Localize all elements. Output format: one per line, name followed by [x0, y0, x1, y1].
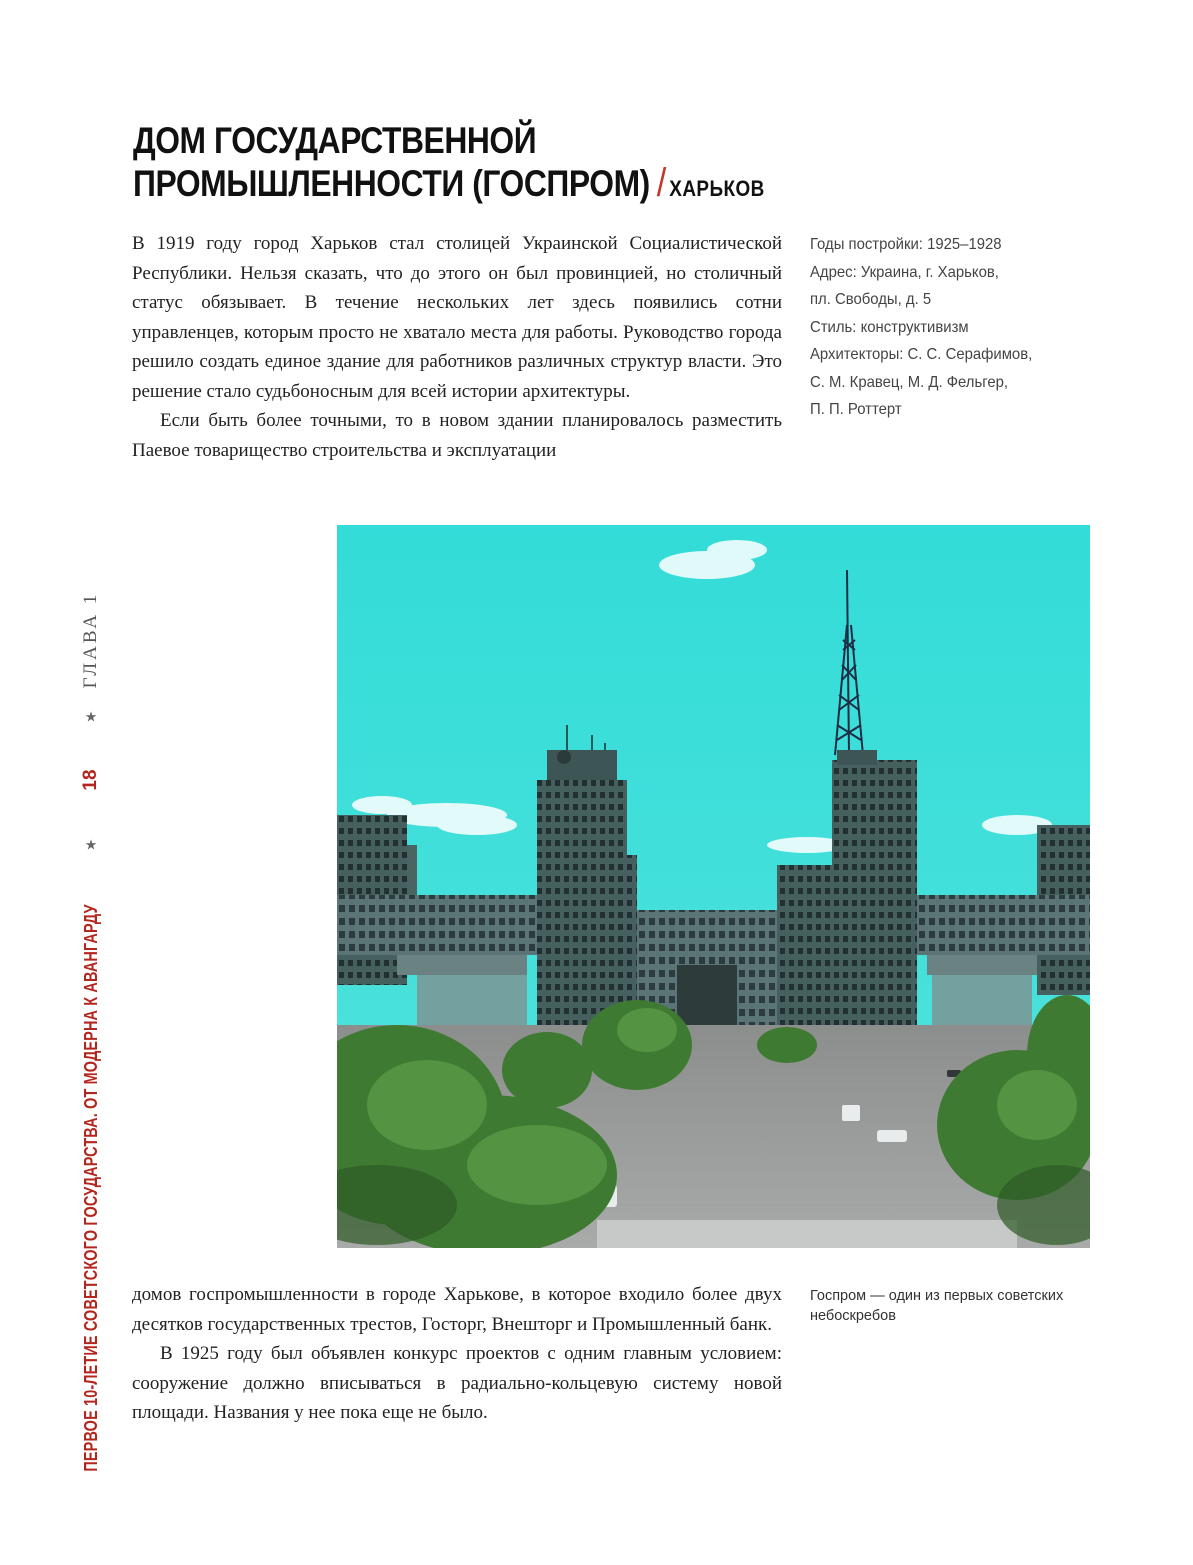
paragraph: В 1919 году город Харьков стал столицей Украинской Социалистической Республики. Нельзя сказать, что до этого он был провинцией, но столичный статус обязывает. В течение нескольких лет здесь появились сотни управленцев, которым просто не хватало места для работы. Руководство города решило создать единое здание для работников различных структур власти. Это решение стало судьбоносным для всей истории архитектуры. [132, 233, 782, 402]
info-address-line-2: пл. Свободы, д. 5 [810, 291, 932, 308]
info-architects-line-2: С. М. Кравец, М. Д. Фельгер, [810, 373, 1009, 391]
info-years: Годы постройки: 1925–1928 [810, 236, 1002, 253]
photo-caption: Госпром — один из первых советских небоскребов [810, 1288, 1064, 1324]
info-architects-line-3: П. П. Роттерт [810, 401, 902, 418]
paragraph: домов госпромышленности в городе Харькове, в которое входило более двух десятков государственных трестов, Госторг, Внешторг и Промышленный банк. [132, 1284, 782, 1335]
body-text-top [132, 229, 782, 465]
title-line-2-text: ПРОМЫШЛЕННОСТИ (ГОСПРОМ) [133, 163, 650, 204]
page-number: 18 [80, 769, 101, 791]
gosprom-photo [337, 525, 1090, 1248]
page-title [133, 120, 765, 210]
building-info [810, 231, 1070, 424]
title-slash: / [656, 161, 666, 205]
star-icon: ★ [84, 838, 98, 854]
title-line-2 [133, 161, 765, 210]
star-icon: ★ [84, 710, 98, 726]
paragraph: В 1925 году был объявлен конкурс проектов с одним главным условием: сооружение должно вписываться в радиально-кольцевую систему новой площади. Названия у нее пока еще не было. [132, 1343, 782, 1423]
info-architects-line-1: Архитекторы: С. С. Серафимов, [810, 346, 1033, 363]
title-line-1: ДОМ ГОСУДАРСТВЕННОЙ [133, 120, 537, 161]
info-style: Стиль: конструктивизм [810, 318, 969, 336]
body-text-bottom [132, 1280, 782, 1428]
chapter-label: ГЛАВА 1 [80, 591, 101, 689]
info-address-line-1: Адрес: Украина, г. Харьков, [810, 263, 999, 281]
book-title: ПЕРВОЕ 10-ЛЕТИЕ СОВЕТСКОГО ГОСУДАРСТВА. ОТ МОДЕРНА К АВАНГАРДУ [80, 904, 101, 1472]
title-city: ХАРЬКОВ [669, 176, 765, 201]
paragraph: Если быть более точными, то в новом здании планировалось разместить Паевое товарищество строительства и эксплуатации [132, 410, 782, 461]
